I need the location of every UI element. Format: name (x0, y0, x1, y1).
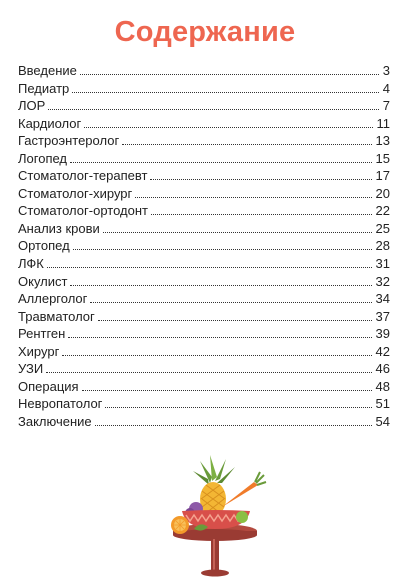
toc-entry-label: Введение (18, 63, 77, 78)
toc-dot-leader (73, 249, 372, 250)
toc-entry (18, 325, 390, 343)
toc-entry-page-number: 20 (375, 185, 390, 201)
toc-entry-label: УЗИ (18, 361, 44, 377)
table-of-contents (18, 62, 390, 430)
toc-entry (18, 97, 390, 115)
toc-entry-label: ЛФК (18, 256, 44, 272)
toc-entry-page-number: 22 (375, 203, 390, 219)
toc-entry-label: Хирург (18, 343, 60, 359)
toc-entry-page-number: 15 (375, 150, 390, 166)
toc-dot-leader (68, 337, 371, 338)
toc-entry-page-number: 17 (375, 168, 390, 184)
toc-entry-page-number: 51 (375, 396, 390, 412)
toc-entry-label: Травматолог (18, 308, 95, 324)
toc-dot-leader (80, 74, 379, 75)
toc-entry-label: Аллерголог (18, 291, 88, 307)
toc-entry-page-number: 34 (375, 291, 390, 307)
toc-entry-label: Стоматолог-терапевт (18, 168, 148, 184)
toc-dot-leader (70, 285, 371, 286)
toc-dot-leader (46, 372, 371, 373)
toc-entry-label: Окулист (18, 273, 68, 289)
toc-entry (18, 185, 390, 203)
toc-entry (18, 62, 390, 80)
toc-entry-page-number: 46 (375, 361, 390, 377)
toc-entry-label: Гастроэнтеролог (18, 133, 120, 149)
toc-entry-page-number: 7 (382, 98, 390, 114)
toc-entry-page-number: 25 (375, 220, 390, 236)
toc-entry-label: ЛОР (18, 98, 46, 114)
toc-entry (18, 150, 390, 168)
toc-entry (18, 378, 390, 396)
toc-entry (18, 290, 390, 308)
toc-entry-label: Кардиолог (18, 115, 82, 131)
fruit-bowl-on-table-icon (160, 455, 270, 580)
toc-entry-page-number: 4 (382, 80, 390, 96)
toc-entry-label: Операция (18, 378, 79, 394)
toc-dot-leader (103, 232, 372, 233)
toc-entry-label: Невропатолог (18, 396, 103, 412)
toc-entry-label: Стоматолог-ортодонт (18, 203, 148, 219)
toc-dot-leader (62, 355, 371, 356)
toc-entry-page-number: 3 (382, 63, 390, 78)
toc-entry (18, 255, 390, 273)
page-title: Содержание (114, 16, 296, 48)
toc-entry-label: Стоматолог-хирург (18, 185, 133, 201)
toc-entry (18, 132, 390, 150)
toc-entry (18, 237, 390, 255)
toc-dot-leader (82, 390, 372, 391)
toc-entry (18, 167, 390, 185)
toc-entry-label: Анализ крови (18, 220, 100, 236)
toc-entry (18, 220, 390, 238)
toc-entry (18, 115, 390, 133)
toc-dot-leader (98, 320, 372, 321)
toc-entry-page-number: 11 (376, 115, 390, 131)
toc-entry (18, 308, 390, 326)
toc-entry (18, 202, 390, 220)
toc-entry (18, 273, 390, 291)
toc-dot-leader (105, 407, 371, 408)
toc-entry-page-number: 39 (375, 326, 390, 342)
toc-dot-leader (72, 92, 379, 93)
toc-dot-leader (150, 179, 371, 180)
toc-entry-page-number: 54 (375, 413, 390, 429)
toc-entry-label: Ортопед (18, 238, 70, 254)
toc-dot-leader (70, 162, 372, 163)
toc-dot-leader (90, 302, 371, 303)
toc-entry-label: Логопед (18, 150, 68, 166)
toc-dot-leader (47, 267, 372, 268)
toc-entry-page-number: 28 (375, 238, 390, 254)
toc-entry (18, 395, 390, 413)
toc-entry-label: Рентген (18, 326, 66, 342)
toc-dot-leader (122, 144, 371, 145)
toc-entry-label: Педиатр (18, 80, 70, 96)
toc-entry-page-number: 37 (375, 308, 390, 324)
toc-entry (18, 413, 390, 431)
toc-dot-leader (95, 425, 372, 426)
toc-entry-page-number: 42 (375, 343, 390, 359)
toc-entry-label: Заключение (18, 413, 92, 429)
toc-entry-page-number: 13 (375, 133, 390, 149)
toc-entry-page-number: 32 (375, 273, 390, 289)
toc-entry-page-number: 31 (375, 256, 390, 272)
toc-entry (18, 360, 390, 378)
toc-entry-page-number: 48 (375, 378, 390, 394)
toc-entry (18, 343, 390, 361)
toc-dot-leader (48, 109, 378, 110)
toc-entry (18, 80, 390, 98)
toc-dot-leader (135, 197, 371, 198)
toc-dot-leader (151, 214, 372, 215)
toc-dot-leader (84, 127, 372, 128)
